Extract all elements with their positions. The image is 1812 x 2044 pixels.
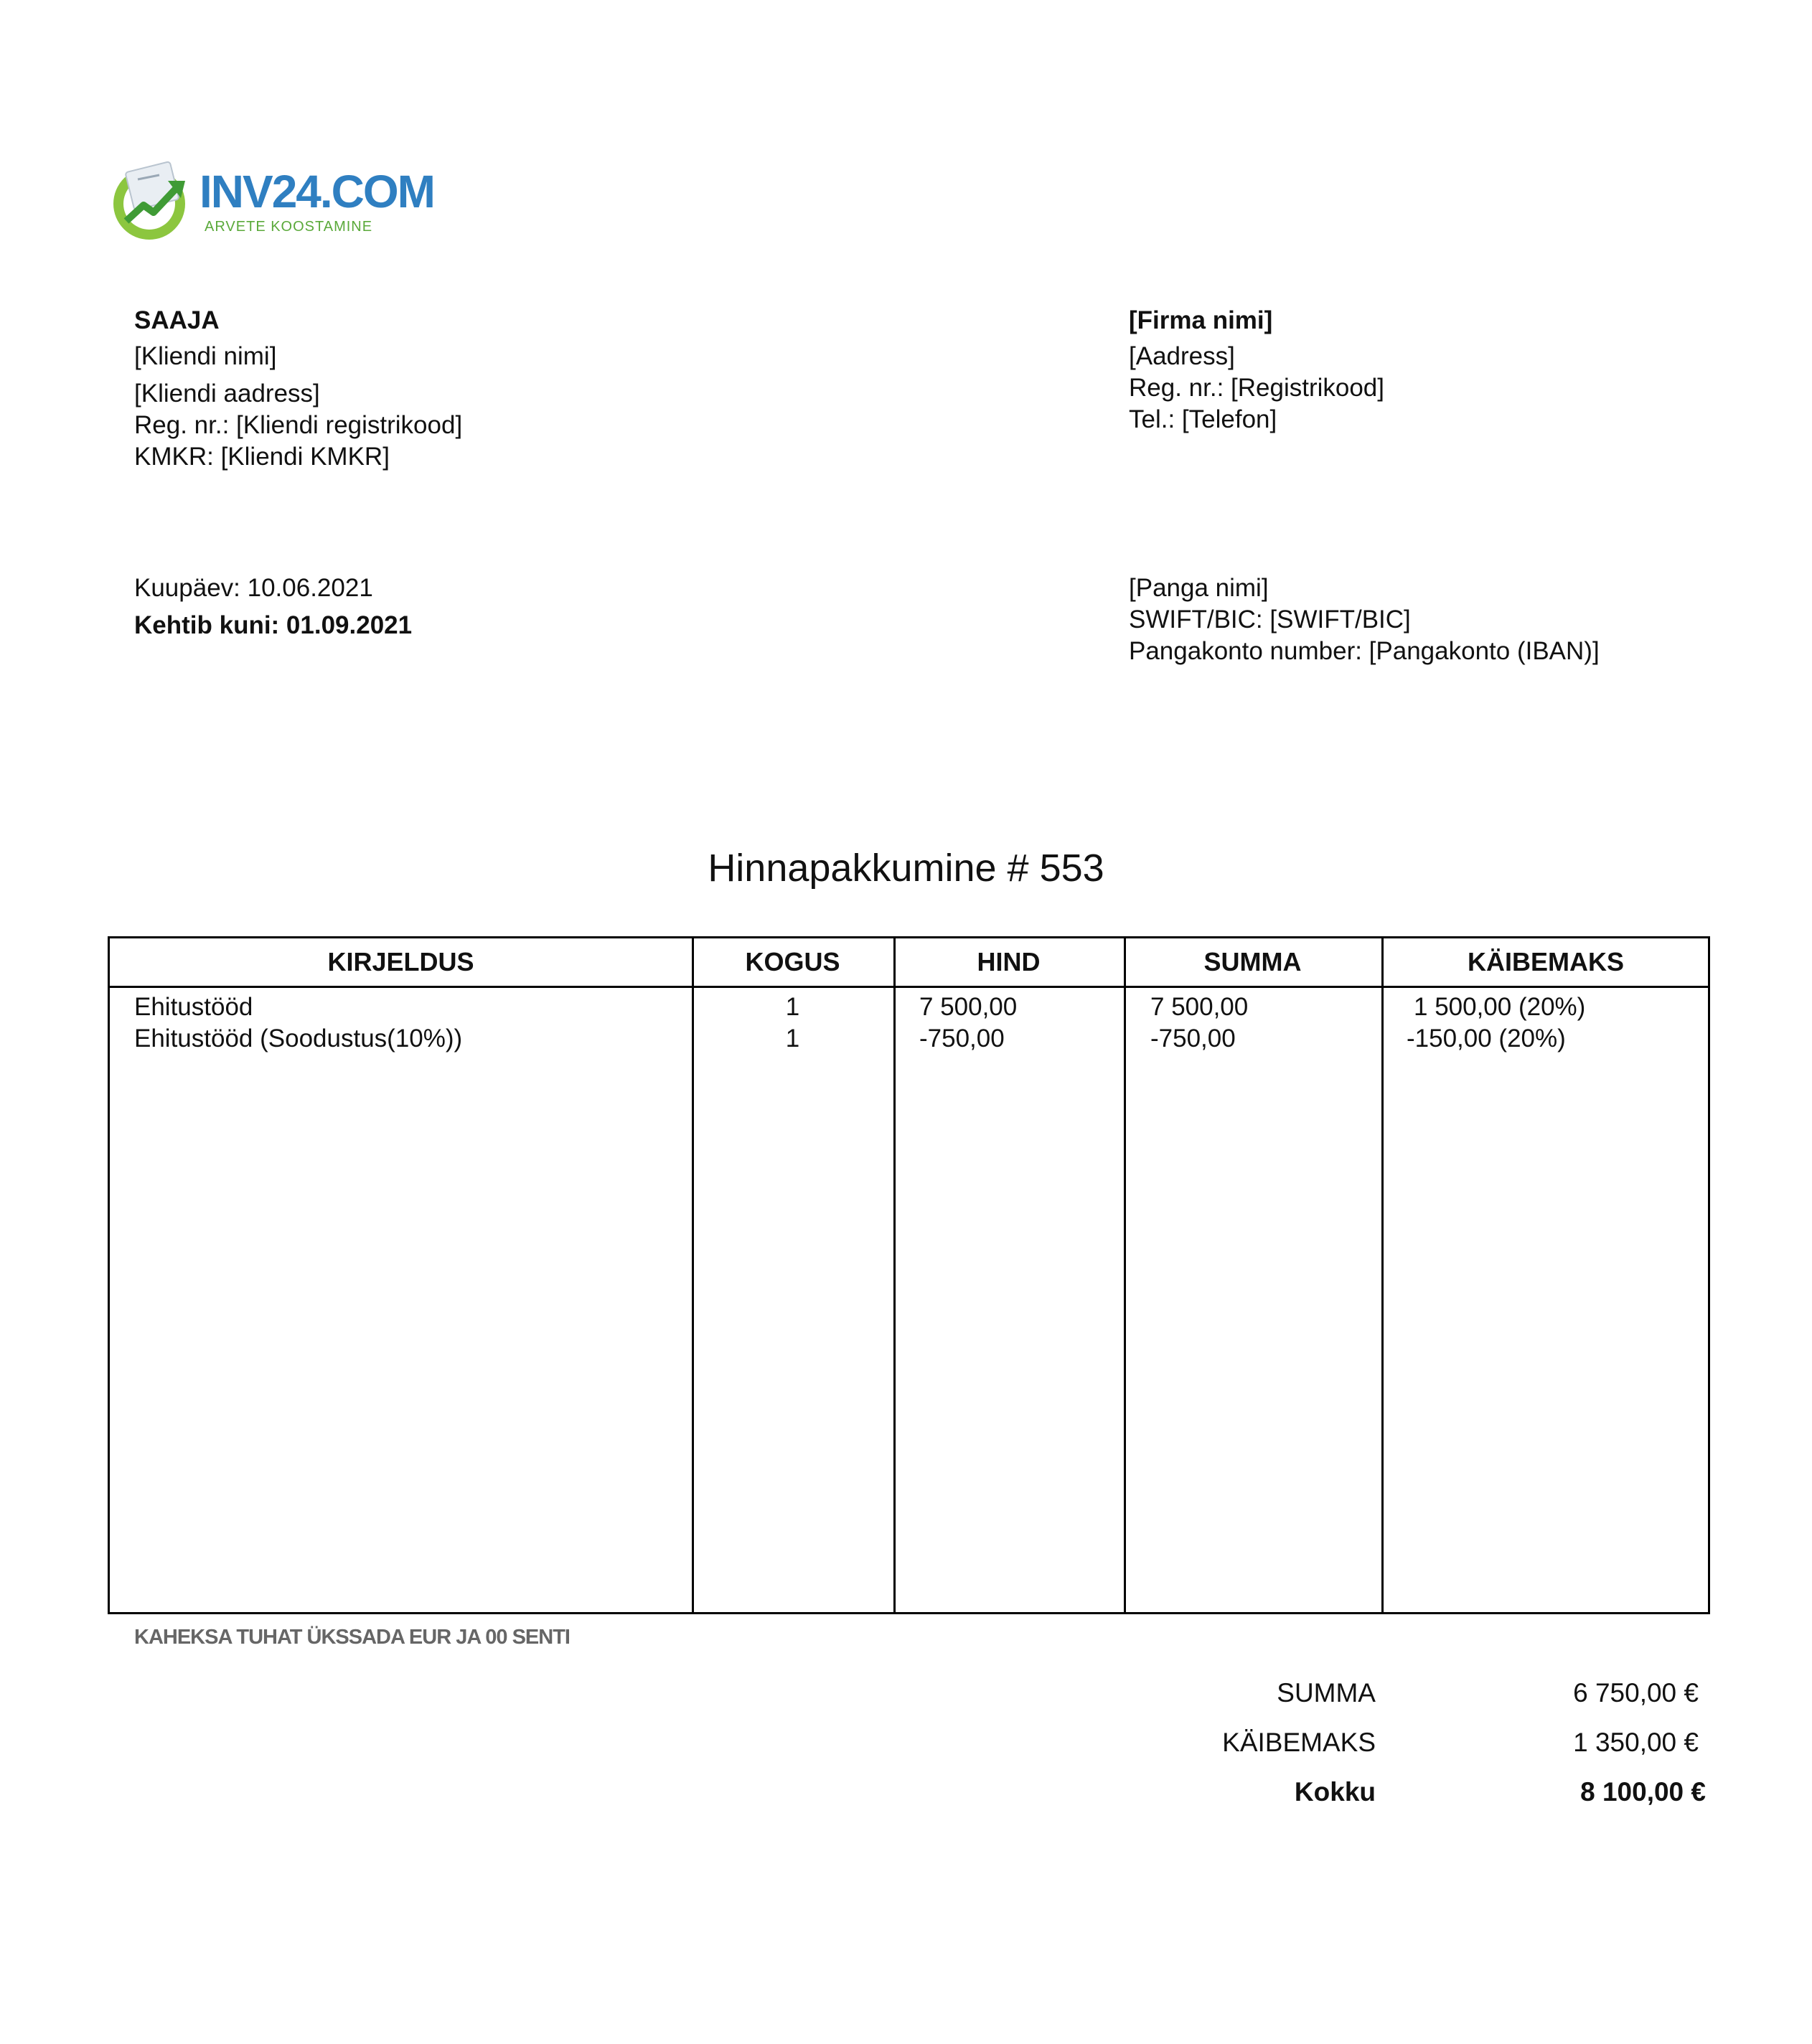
row-1-description: Ehitustööd — [134, 993, 253, 1021]
total-sum-label: SUMMA — [1277, 1678, 1376, 1708]
items-table — [108, 936, 1710, 1614]
header-quantity: KOGUS — [745, 947, 840, 976]
total-vat-value: 1 350,00 € — [1573, 1728, 1699, 1757]
row-1-price: 7 500,00 — [919, 993, 1018, 1021]
company-reg-nr: Reg. nr.: [Registrikood] — [1129, 374, 1384, 402]
row-2-description: Ehitustööd (Soodustus(10%)) — [134, 1025, 463, 1052]
brand-name: INV24.COM — [199, 166, 434, 217]
header-vat: KÄIBEMAKS — [1467, 947, 1624, 976]
row-2-sum: -750,00 — [1150, 1025, 1236, 1052]
company-phone: Tel.: [Telefon] — [1129, 405, 1277, 433]
recipient-reg-nr: Reg. nr.: [Kliendi registrikood] — [134, 411, 463, 439]
header-description: KIRJELDUS — [327, 947, 474, 976]
brand-tagline: ARVETE KOOSTAMINE — [205, 219, 373, 235]
row-1-vat: 1 500,00 (20%) — [1414, 993, 1586, 1021]
recipient-heading: SAAJA — [134, 306, 220, 334]
row-2-quantity: 1 — [785, 1025, 800, 1052]
total-sum-value: 6 750,00 € — [1573, 1678, 1699, 1708]
row-2-vat: -150,00 (20%) — [1407, 1025, 1566, 1052]
column-divider — [893, 938, 896, 1612]
document-title: Hinnapakkumine # 553 — [708, 847, 1104, 890]
recipient-name: [Kliendi nimi] — [134, 342, 277, 370]
grand-total-label: Kokku — [1294, 1777, 1376, 1807]
table-header-divider — [110, 986, 1708, 988]
column-divider — [1124, 938, 1126, 1612]
amount-in-words: KAHEKSA TUHAT ÜKSSADA EUR JA 00 SENTI — [134, 1626, 570, 1649]
bank-name: [Panga nimi] — [1129, 574, 1269, 602]
bank-account: Pangakonto number: [Pangakonto (IBAN)] — [1129, 637, 1600, 665]
company-name: [Firma nimi] — [1129, 306, 1273, 334]
column-divider — [1381, 938, 1384, 1612]
header-price: HIND — [977, 947, 1041, 976]
company-address: [Aadress] — [1129, 342, 1235, 370]
invoice-chart-logo-icon — [109, 159, 192, 242]
recipient-vat-nr: KMKR: [Kliendi KMKR] — [134, 443, 390, 471]
recipient-address: [Kliendi aadress] — [134, 380, 320, 408]
row-1-quantity: 1 — [785, 993, 800, 1021]
row-1-sum: 7 500,00 — [1150, 993, 1249, 1021]
valid-until: Kehtib kuni: 01.09.2021 — [134, 611, 413, 639]
grand-total-value: 8 100,00 € — [1580, 1777, 1706, 1807]
total-vat-label: KÄIBEMAKS — [1222, 1728, 1376, 1757]
company-logo — [109, 159, 434, 244]
header-sum: SUMMA — [1203, 947, 1302, 976]
bank-swift: SWIFT/BIC: [SWIFT/BIC] — [1129, 606, 1411, 634]
row-2-price: -750,00 — [919, 1025, 1005, 1052]
quote-date: Kuupäev: 10.06.2021 — [134, 574, 373, 602]
